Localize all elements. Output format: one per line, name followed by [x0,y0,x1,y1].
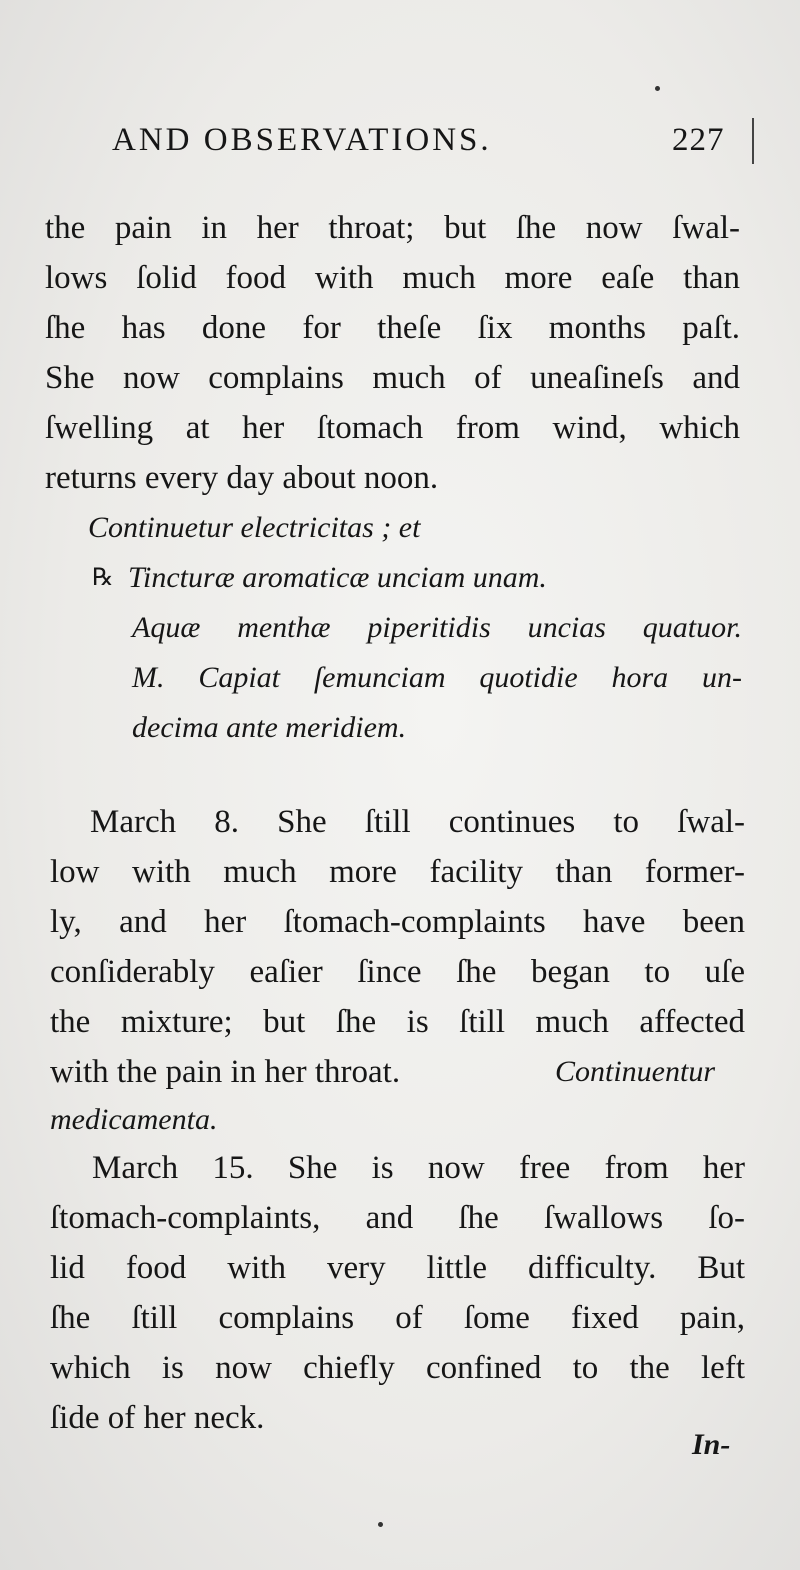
running-title: AND OBSERVATIONS. [112,122,492,158]
ink-speck [378,1522,383,1527]
text-line: lows ſolid food with much more eaſe than [45,260,740,296]
text-line: ſtomach-complaints, and ſhe ſwallows ſo- [50,1200,745,1236]
italic-phrase: Continuentur [555,1055,716,1088]
prescription-line: Aquæ menthæ piperitidis uncias quatuor. [132,611,742,644]
text-line: ſhe ſtill complains of ſome fixed pain, [50,1300,745,1336]
text-line: March 8. She ſtill continues to ſwal- [90,804,745,840]
text-line: which is now chiefly confined to the left [50,1350,745,1386]
prescription-line: Tincturæ aromaticæ unciam unam. [128,561,547,594]
page-header [112,122,752,172]
text-line: conſiderably eaſier ſince ſhe began to uſe [50,954,745,990]
text-line: ſide of her neck. [50,1400,265,1436]
text-line: returns every day about noon. [45,460,439,496]
text-line: lid food with very little difficulty. But [50,1250,745,1286]
prescription-line: decima ante meridiem. [132,711,407,744]
text-line: She now complains much of uneaſineſs and [45,360,740,396]
text-line: ſhe has done for theſe ſix months paſt. [45,310,740,346]
prescription-line: M. Capiat ſemunciam quotidie hora un- [132,661,742,694]
text-line: ſwelling at her ſtomach from wind, which [45,410,740,446]
recipe-symbol: ℞ [92,565,114,591]
text-line: ly, and her ſtomach-complaints have been [50,904,745,940]
text-line: the pain in her throat; but ſhe now ſwal- [45,210,740,246]
text-line: low with much more facility than former- [50,854,745,890]
ink-speck [655,86,660,91]
text-line: March 15. She is now free from her [92,1150,745,1186]
prescription-lead: Continuetur electricitas ; et [88,511,421,544]
italic-phrase: medicamenta. [50,1103,218,1136]
catchword: In- [692,1428,731,1461]
text-line: with the pain in her throat. [50,1054,401,1090]
page-edge-mark [752,118,754,164]
text-line: the mixture; but ſhe is ſtill much affected [50,1004,745,1040]
page-number: 227 [672,122,725,158]
